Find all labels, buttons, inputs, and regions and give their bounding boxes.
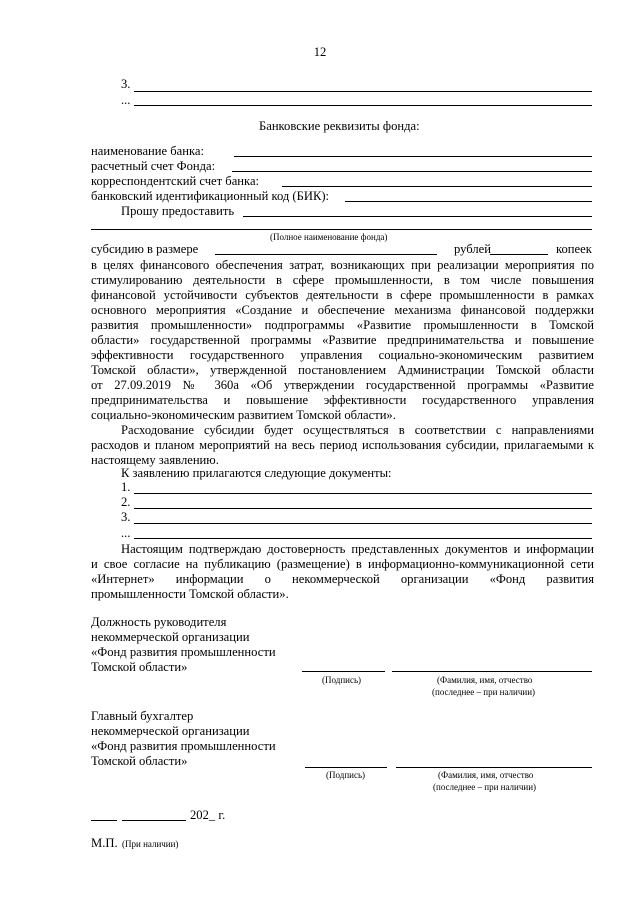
document-line-3 xyxy=(134,523,592,524)
signer1-signature-line xyxy=(302,671,385,672)
signer1-signature-caption: (Подпись) xyxy=(322,675,362,685)
signer1-position-line-4: Томской области» xyxy=(91,660,188,674)
paragraph3-line-1: Настоящим подтверждаю достоверность представленных документов и информации xyxy=(121,542,594,556)
top-list-line-3 xyxy=(134,91,592,92)
full-name-caption: (Полное наименование фонда) xyxy=(270,232,388,242)
paragraph1-line-6: области» государственной программы «Развитие предпринимательства и повышение xyxy=(91,333,594,347)
paragraph1-line-10: предпринимательства и повышение эффективности государственного управления xyxy=(91,393,594,407)
document-item-3: 3. xyxy=(121,510,131,524)
signer2-position-line-4: Томской области» xyxy=(91,754,188,768)
stamp-label: М.П. xyxy=(91,836,118,850)
paragraph2-line-2: расходов и планом мероприятий на весь период использования субсидии, прилагаемыми к xyxy=(91,438,594,452)
correspondent-account-label: корреспондентский счет банка: xyxy=(91,174,260,188)
date-year: 202_ г. xyxy=(190,808,226,822)
documents-intro: К заявлению прилагаются следующие документы: xyxy=(121,466,392,480)
bank-name-label: наименование банка: xyxy=(91,144,205,158)
signer2-position-line-3: «Фонд развития промышленности xyxy=(91,739,276,753)
signer1-position-line-1: Должность руководителя xyxy=(91,615,227,629)
signer2-position-line-2: некоммерческой организации xyxy=(91,724,250,738)
correspondent-account-line xyxy=(282,186,592,187)
paragraph1-line-5: развития промышленности» подпрограммы «Развитие промышленности в Томской xyxy=(91,318,594,332)
stamp-note: (При наличии) xyxy=(122,839,179,849)
subsidy-rubles: рублей xyxy=(454,242,491,256)
bank-name-line xyxy=(234,156,592,157)
paragraph2-line-3: настоящему заявлению. xyxy=(91,453,219,467)
signer2-signature-line xyxy=(305,767,387,768)
document-line-1 xyxy=(134,493,592,494)
paragraph1-line-3: финансовой устойчивости субъектов деятельности в сфере промышленности в рамках xyxy=(91,288,594,302)
top-list-item-3: 3. xyxy=(121,77,131,91)
paragraph3-line-3: «Интернет» информации о некоммерческой организации «Фонд развития xyxy=(91,572,594,586)
paragraph1-line-4: основного мероприятия «Создание и обеспечение механизма финансовой поддержки xyxy=(91,303,594,317)
bank-details-title: Банковские реквизиты фонда: xyxy=(259,119,420,133)
paragraph2-line-1: Расходование субсидии будет осуществляться в соответствии с направлениями xyxy=(121,423,594,437)
signer2-position-line-1: Главный бухгалтер xyxy=(91,709,194,723)
bik-label: банковский идентификационный код (БИК): xyxy=(91,189,330,203)
paragraph1-line-8: Томской области», утвержденной постановлением Администрации Томской области xyxy=(91,363,594,377)
request-line xyxy=(243,216,592,217)
signer2-name-caption-2: (последнее – при наличии) xyxy=(433,782,537,792)
subsidy-kopeks: копеек xyxy=(556,242,592,256)
request-label: Прошу предоставить xyxy=(121,204,235,218)
paragraph1-line-9: от 27.09.2019 № 360а «Об утверждении государственной программы «Развитие xyxy=(91,378,594,392)
document-item-2: 2. xyxy=(121,495,131,509)
signer1-position-line-3: «Фонд развития промышленности xyxy=(91,645,276,659)
document-item-1: 1. xyxy=(121,480,131,494)
document-item-more: ... xyxy=(121,526,131,540)
top-list-item-more: ... xyxy=(121,93,131,107)
date-day-line xyxy=(91,820,117,821)
document-line-2 xyxy=(134,508,592,509)
signer2-name-line xyxy=(396,767,592,768)
settlement-account-label: расчетный счет Фонда: xyxy=(91,159,216,173)
bik-line xyxy=(345,201,592,202)
full-name-line xyxy=(91,229,592,230)
paragraph1-line-11: социально-экономическим развитием Томской области». xyxy=(91,408,396,422)
signer1-name-caption-2: (последнее – при наличии) xyxy=(432,687,536,697)
paragraph1-line-7: эффективности государственного управления социально-экономическим развитием xyxy=(91,348,594,362)
subsidy-prefix: субсидию в размере xyxy=(91,242,199,256)
settlement-account-line xyxy=(232,171,592,172)
document-line-more xyxy=(134,538,592,539)
paragraph1-line-1: в целях финансового обеспечения затрат, возникающих при реализации мероприятия по xyxy=(91,258,594,272)
signer2-signature-caption: (Подпись) xyxy=(326,770,366,780)
subsidy-amount-line xyxy=(215,254,437,255)
date-month-line xyxy=(122,820,186,821)
signer1-name-caption-1: (Фамилия, имя, отчество xyxy=(437,675,533,685)
signer1-position-line-2: некоммерческой организации xyxy=(91,630,250,644)
top-list-line-more xyxy=(134,105,592,106)
subsidy-kopeks-line xyxy=(490,254,548,255)
paragraph1-line-2: стимулированию деятельности в сфере промышленности, в том числе повышения xyxy=(91,273,594,287)
paragraph3-line-2: и свое согласие на публикацию (размещение) в информационно-коммуникационной сети xyxy=(91,557,594,571)
signer2-name-caption-1: (Фамилия, имя, отчество xyxy=(438,770,534,780)
signer1-name-line xyxy=(392,671,592,672)
paragraph3-line-4: промышленности Томской области». xyxy=(91,587,289,601)
page-number: 12 xyxy=(313,45,327,59)
